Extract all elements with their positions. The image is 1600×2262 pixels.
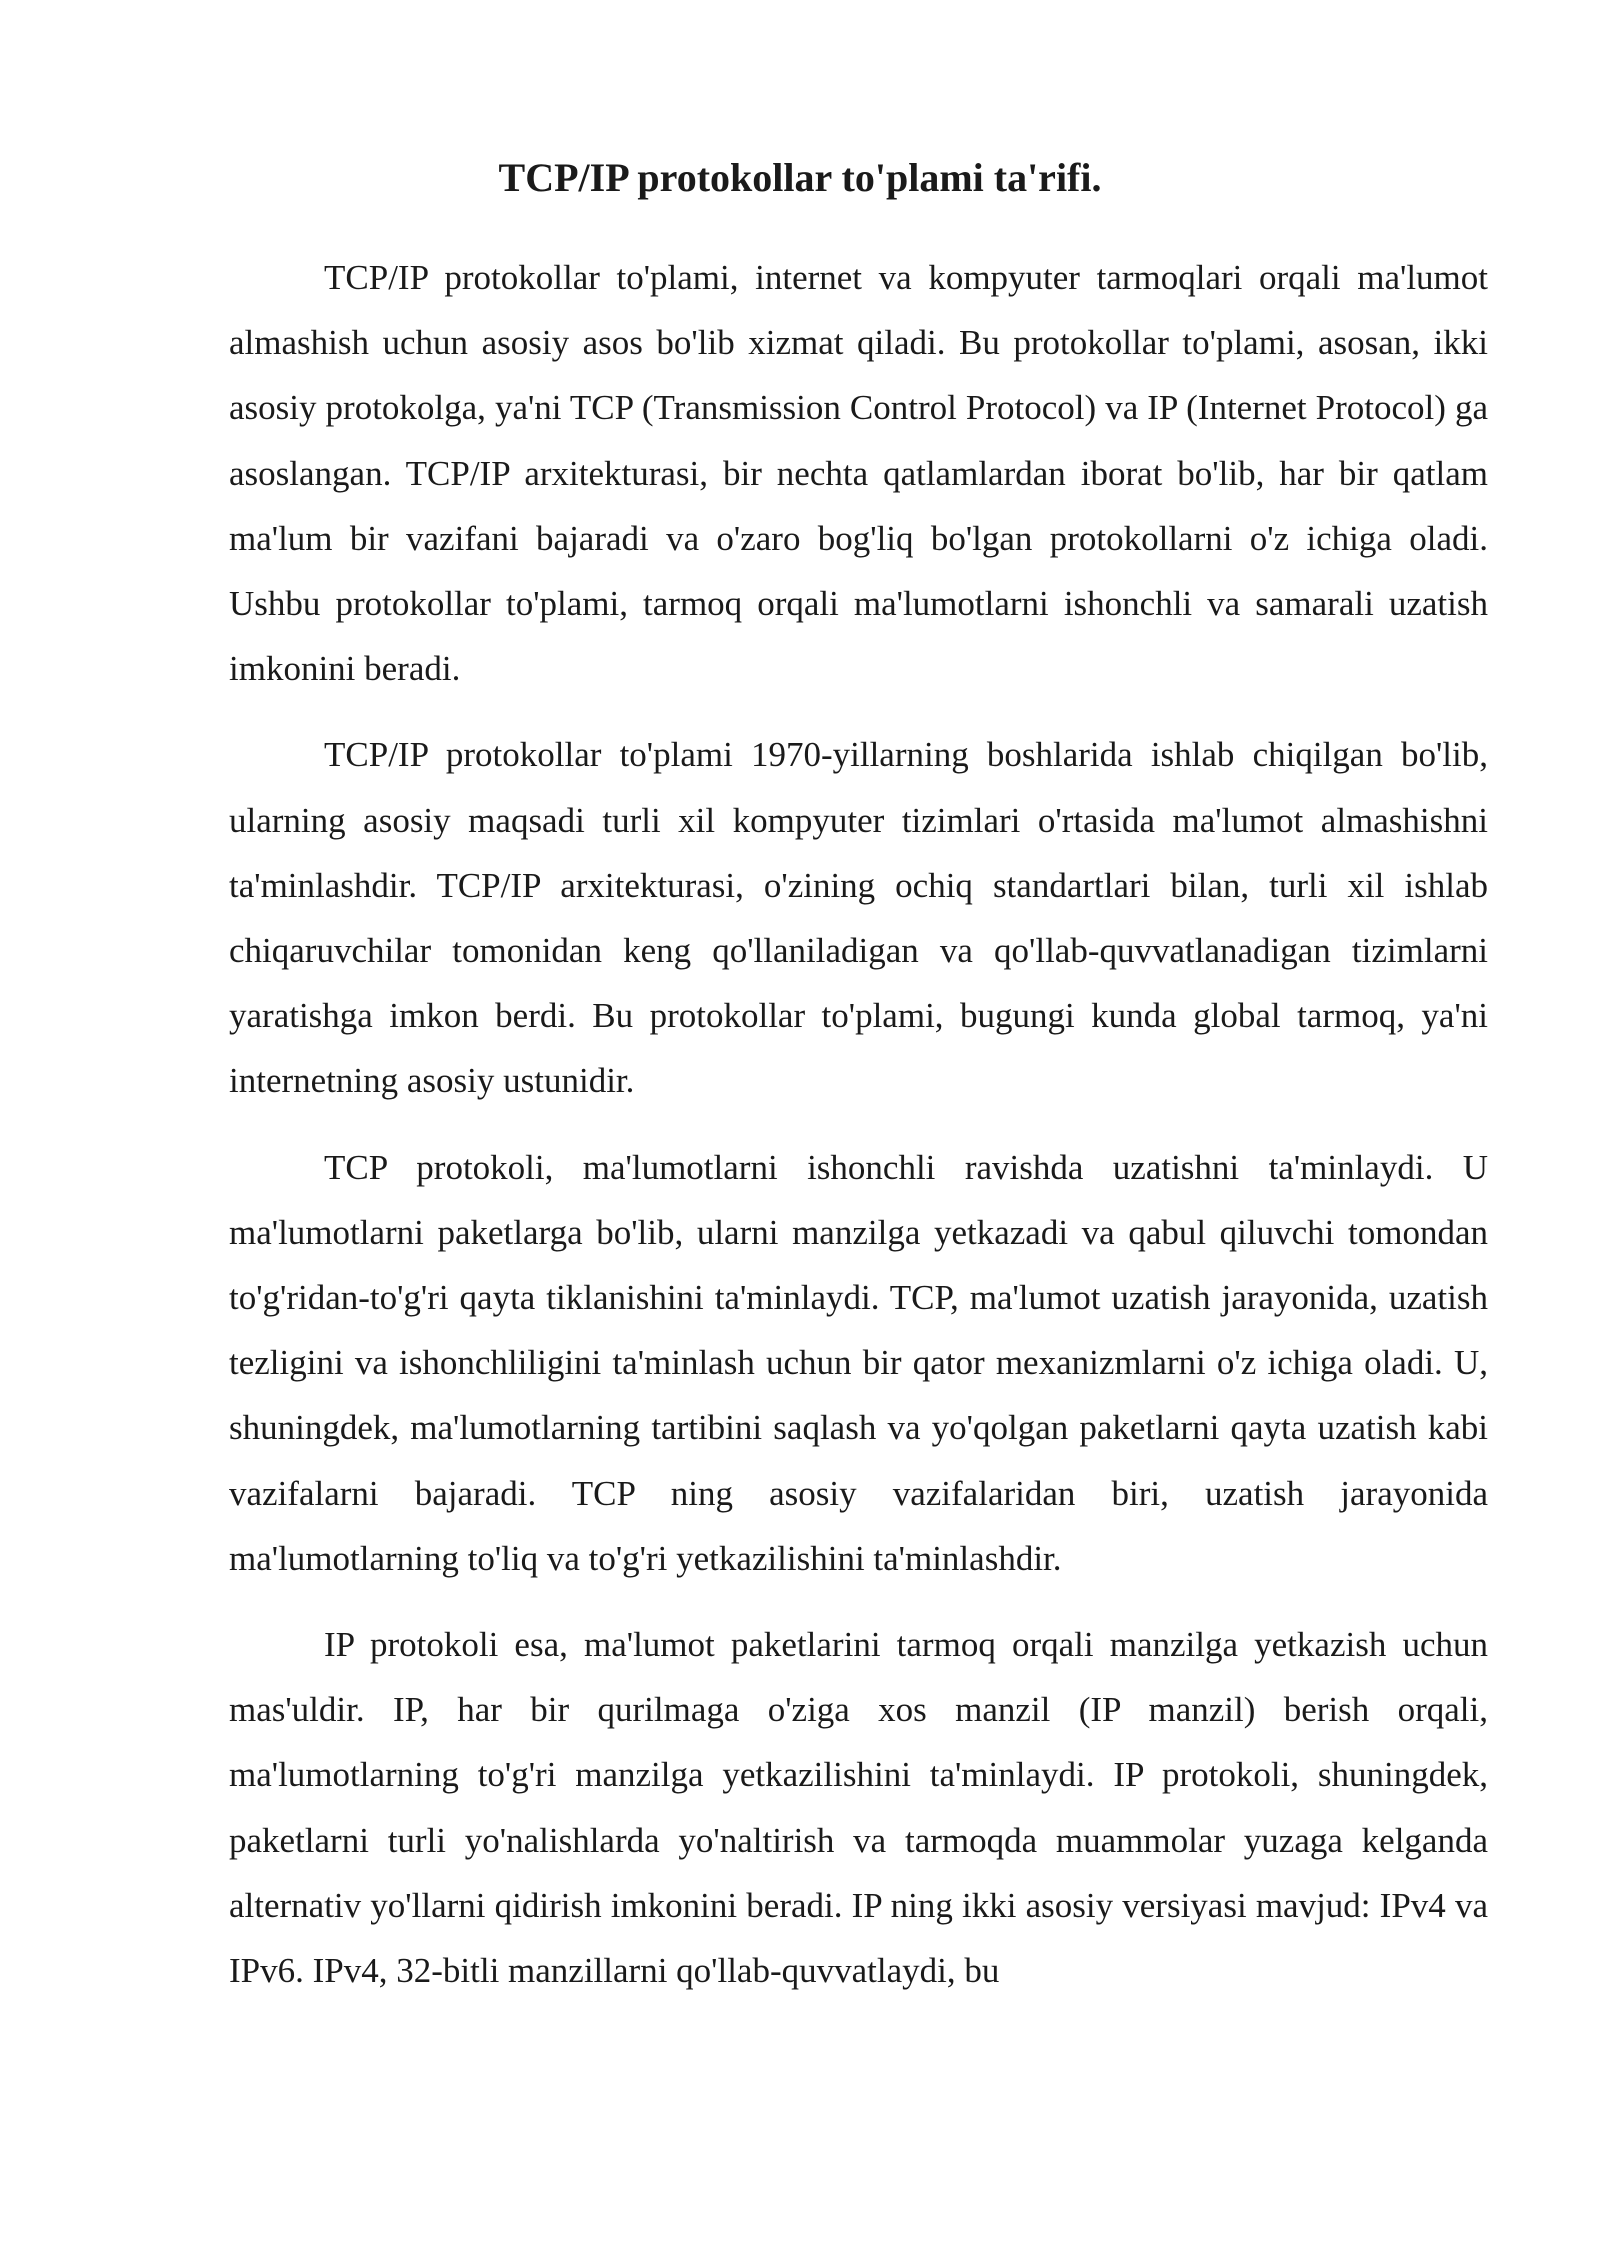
- paragraph-tcp-protocol: TCP protokoli, ma'lumotlarni ishonchli ravishda uzatishni ta'minlaydi. U ma'lumotlarni paketlarga bo'lib, ularni manzilga yetkazadi va qabul qiluvchi tomondan to'g'ridan-to'g'ri qayta tiklanishini ta'minlaydi. TCP, ma'lumot uzatish jarayonida, uzatish tezligini va ishonchliligini ta'minlash uchun bir qator mexanizmlarni o'z ichiga oladi. U, shuningdek, ma'lumotlarning tartibini saqlash va yo'qolgan paketlarni qayta uzatish kabi vazifalarni bajaradi. TCP ning asosiy vazifalaridan biri, uzatish jarayonida ma'lumotlarning to'liq va to'g'ri yetkazilishini ta'minlashdir.: [229, 1147, 1488, 1578]
- paragraph-tcpip-history: TCP/IP protokollar to'plami 1970-yillarning boshlarida ishlab chiqilgan bo'lib, ularning asosiy maqsadi turli xil kompyuter tizimlari o'rtasida ma'lumot almashishni ta'minlashdir. TCP/IP arxitekturasi, o'zining ochiq standartlari bilan, turli xil ishlab chiqaruvchilar tomonidan keng qo'llaniladigan va qo'llab-quvvatlanadigan tizimlarni yaratishga imkon berdi. Bu protokollar to'plami, bugungi kunda global tarmoq, ya'ni internetning asosiy ustunidir.: [229, 735, 1488, 1101]
- paragraph-tcpip-definition: TCP/IP protokollar to'plami, internet va kompyuter tarmoqlari orqali ma'lumot almashish uchun asosiy asos bo'lib xizmat qiladi. Bu protokollar to'plami, asosan, ikki asosiy protokolga, ya'ni TCP (Transmission Control Protocol) va IP (Internet Protocol) ga asoslangan. TCP/IP arxitekturasi, bir nechta qatlamlardan iborat bo'lib, har bir qatlam ma'lum bir vazifani bajaradi va o'zaro bog'liq bo'lgan protokollarni o'z ichiga oladi. Ushbu protokollar to'plami, tarmoq orqali ma'lumotlarni ishonchli va samarali uzatish imkonini beradi.: [229, 258, 1488, 689]
- paragraph-ip-protocol: IP protokoli esa, ma'lumot paketlarini tarmoq orqali manzilga yetkazish uchun mas'uldir. IP, har bir qurilmaga o'ziga xos manzil (IP manzil) berish orqali, ma'lumotlarning to'g'ri manzilga yetkazilishini ta'minlaydi. IP protokoli, shuningdek, paketlarni turli yo'nalishlarda yo'naltirish va tarmoqda muammolar yuzaga kelganda alternativ yo'llarni qidirish imkonini beradi. IP ning ikki asosiy versiyasi mavjud: IPv4 va IPv6. IPv4, 32-bitli manzillarni qo'llab-quvvatlaydi, bu: [229, 1625, 1488, 1991]
- document-title: TCP/IP protokollar to'plami ta'rifi.: [498, 155, 1102, 200]
- document-body: [229, 245, 1488, 2024]
